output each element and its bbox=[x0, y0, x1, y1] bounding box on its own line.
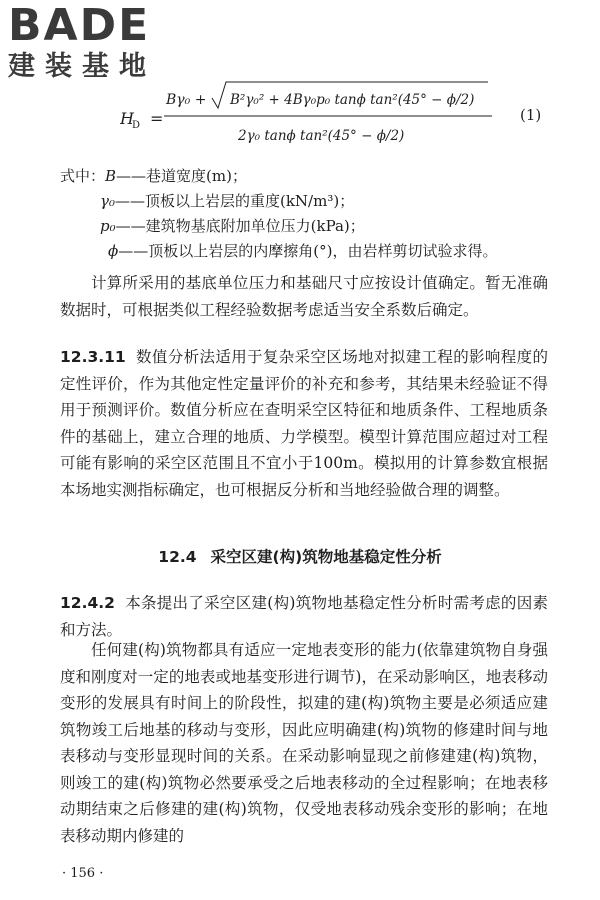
formula-1 bbox=[120, 74, 560, 164]
clause-12-4-2 bbox=[60, 590, 548, 643]
paragraph-deformation: 任何建(构)筑物都具有适应一定地表变形的能力(依靠建筑物自身强度和刚度对一定的地表或地基变形进行调节)，在采动影响区，地表移动变形的发展具有时间上的阶段性，拟建的建(构)筑物主要是必须适应建筑物竣工后地基的移动与变形，因此应明确建(构)筑物的修建时间与地表移动与变形显现时间的关系。在采动影响显现之前修建建(构)筑物，则竣工的建(构)筑物必然要承受之后地表移动的全过程影响；在地表移动期结束之后修建的建(构)筑物，仅受地表移动残余变形的影响；在地表移动期内修建的 bbox=[60, 641, 548, 845]
symbol-definitions bbox=[60, 164, 580, 264]
clause-text: 本条提出了采空区建(构)筑物地基稳定性分析时需考虑的因素和方法。 bbox=[60, 594, 548, 639]
clause-12-3-11 bbox=[60, 344, 548, 503]
definition-b: 式中：B——巷道宽度(m)； bbox=[60, 167, 247, 185]
equation-number: (1) bbox=[520, 106, 542, 124]
clause-number: 12.3.11 bbox=[60, 348, 126, 366]
definition-phi: ϕ——顶板以上岩层的内摩擦角(°)，由岩样剪切试验求得。 bbox=[108, 242, 498, 260]
clause-number: 12.4.2 bbox=[60, 594, 115, 612]
formula-numerator-lead: Bγ₀ + bbox=[166, 92, 207, 108]
page-number: · 156 · bbox=[62, 866, 104, 881]
formula-lhs: H bbox=[120, 109, 134, 128]
clause-text: 数值分析法适用于复杂采空区场地对拟建工程的影响程度的定性评价，作为其他定性定量评价的补充和参考，其结果未经验证不得用于预测评价。数值分析应在查明采空区特征和地质条件、工程地质条件的基础上，建立合理的地质、力学模型。模型计算范围应超过对工程可能有影响的采空区范围且不宜小于100m。模拟用的计算参数宜根据本场地实测指标确定，也可根据反分析和当地经验做合理的调整。 bbox=[60, 348, 548, 499]
section-title: 采空区建(构)筑物地基稳定性分析 bbox=[210, 548, 442, 566]
section-number: 12.4 bbox=[158, 548, 197, 566]
formula-denominator: 2γ₀ tanϕ tan²(45° − ϕ/2) bbox=[238, 128, 405, 144]
definition-gamma0: γ₀——顶板以上岩层的重度(kN/m³)； bbox=[100, 192, 355, 210]
paragraph-calculation: 计算所采用的基底单位压力和基础尺寸应按设计值确定。暂无准确数据时，可根据类似工程经验数据考虑适当安全系数后确定。 bbox=[60, 274, 548, 319]
formula-radicand: B²γ₀² + 4Bγ₀p₀ tanϕ tan²(45° − ϕ/2) bbox=[230, 92, 475, 108]
definition-p0: p₀——建筑物基底附加单位压力(kPa)； bbox=[100, 217, 365, 235]
section-heading-12-4 bbox=[0, 545, 600, 567]
formula-lhs-sub: D bbox=[132, 120, 141, 131]
svg-text:=: = bbox=[150, 109, 164, 128]
formula-svg bbox=[120, 74, 560, 164]
logo-wordmark: BADE bbox=[8, 0, 151, 51]
logo-subtitle: 建装基地 bbox=[8, 51, 156, 82]
